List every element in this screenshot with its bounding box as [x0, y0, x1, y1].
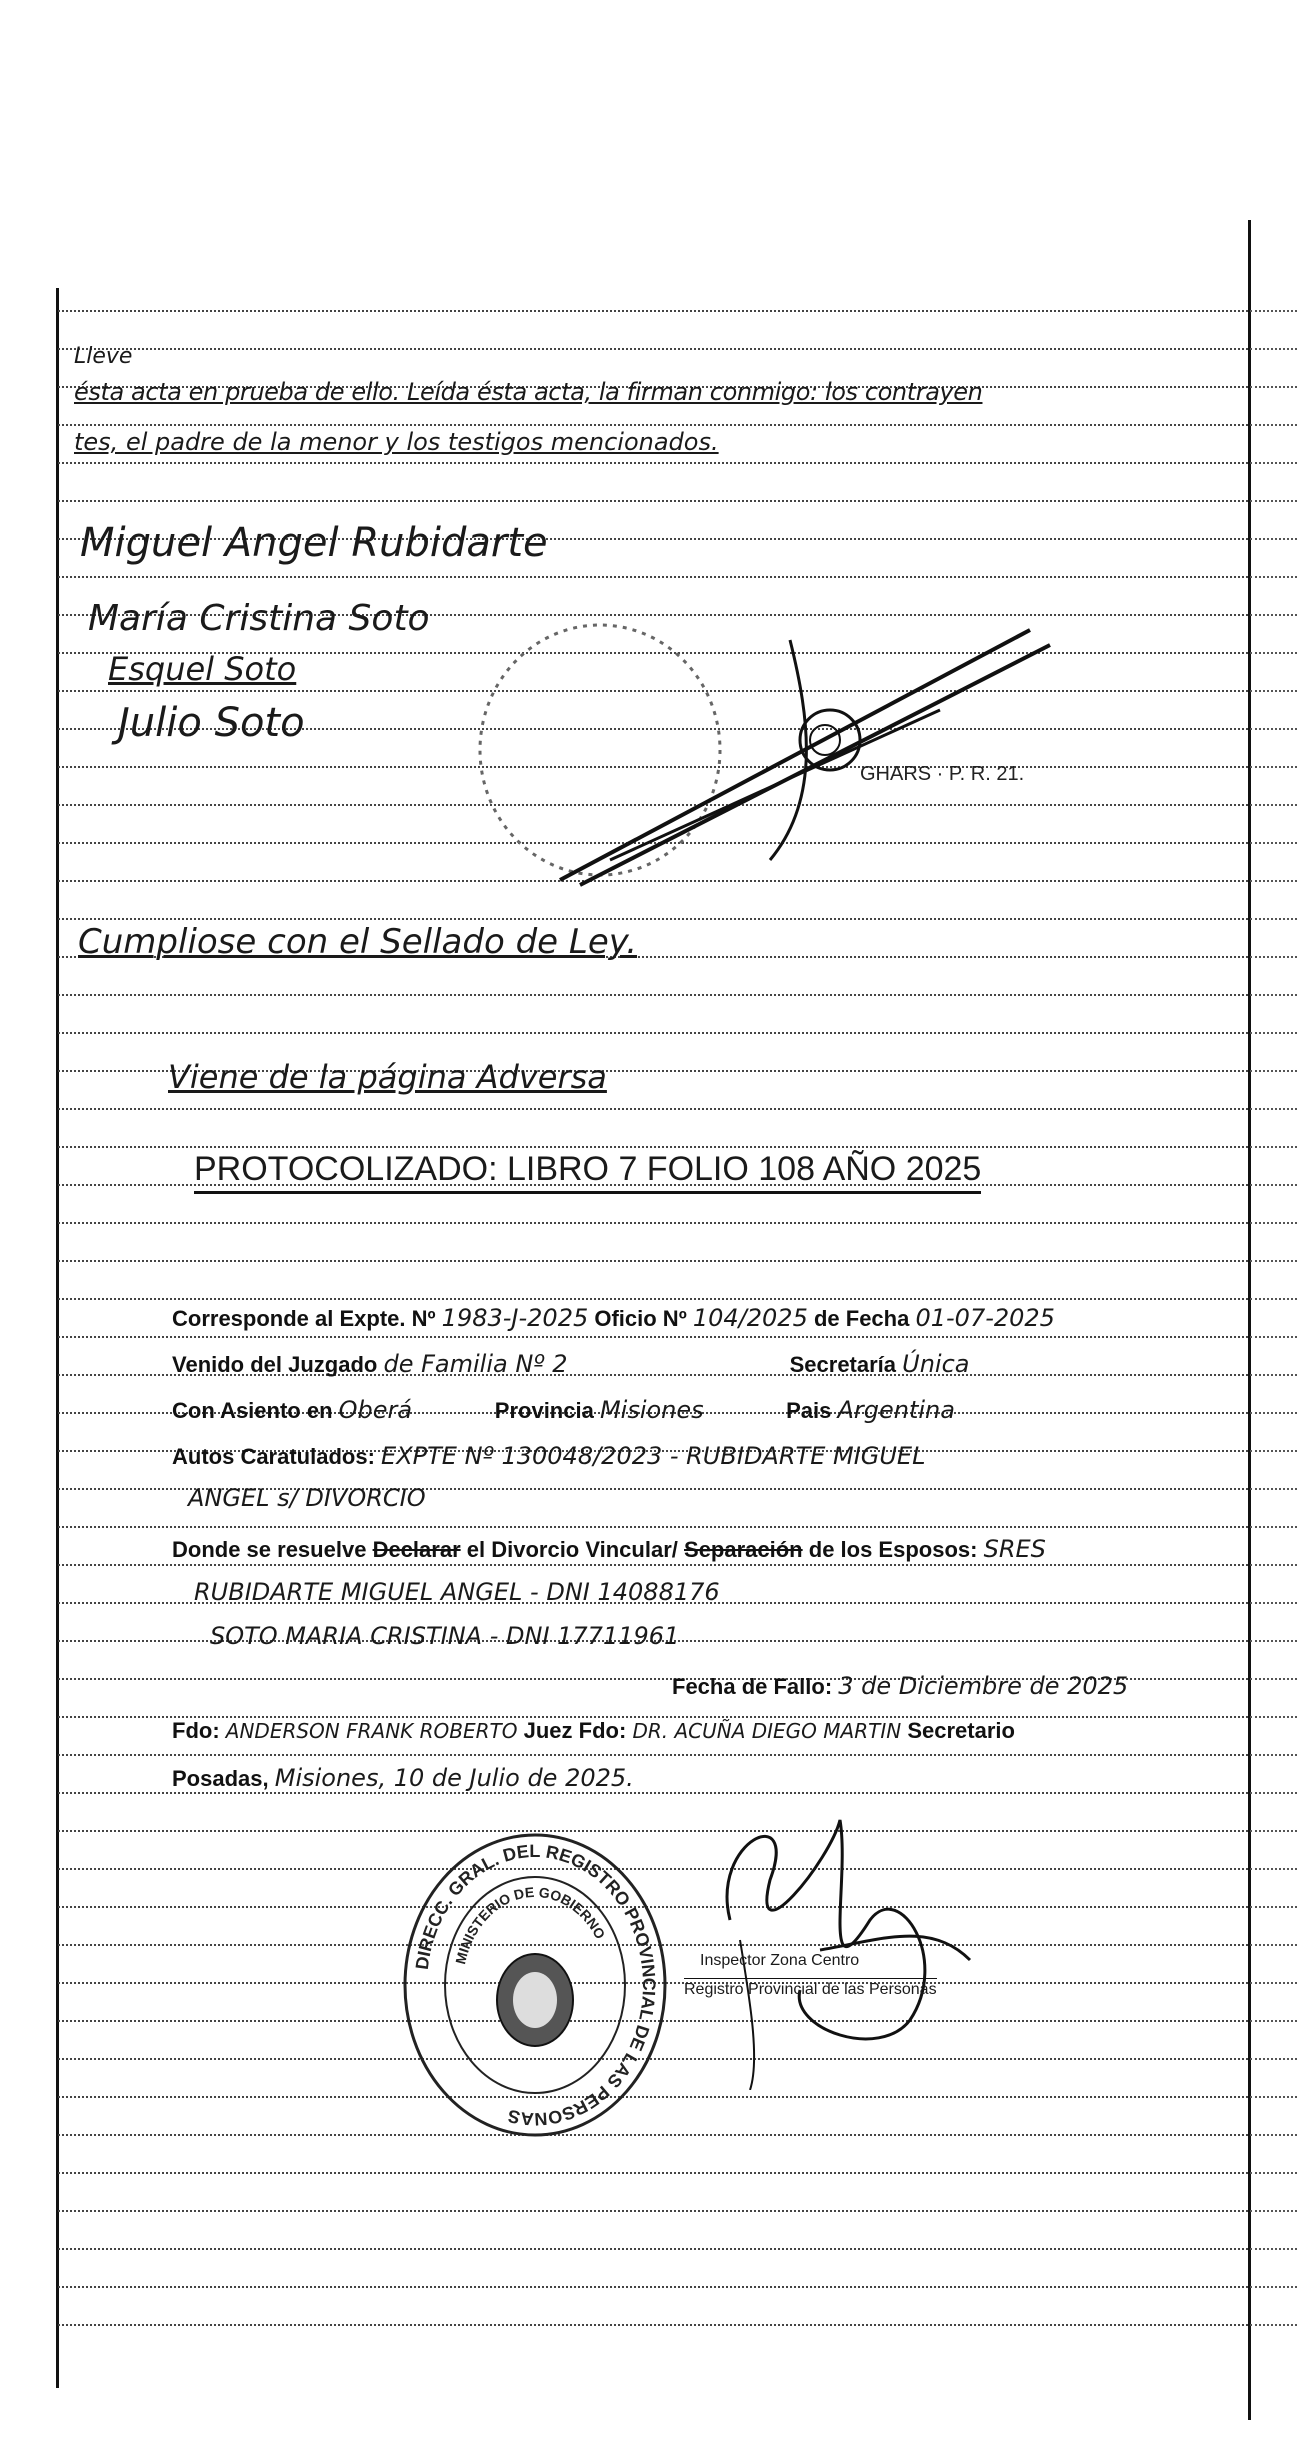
pais-label: Pais — [786, 1398, 832, 1423]
oficio-value: 104/2025 — [692, 1304, 808, 1332]
margin-ruled-line — [1250, 2324, 1297, 2326]
autos-value-1: EXPTE Nº 130048/2023 - RUBIDARTE MIGUEL — [381, 1442, 926, 1470]
margin-ruled-line — [1250, 576, 1297, 578]
margin-ruled-line — [1250, 1412, 1297, 1414]
secretaria-value: Única — [902, 1350, 970, 1378]
ruled-line — [58, 1032, 1248, 1034]
margin-ruled-line — [1250, 1564, 1297, 1566]
margin-ruled-line — [1250, 1716, 1297, 1718]
fecha-value: 01-07-2025 — [915, 1304, 1055, 1332]
juez-label: Juez — [523, 1718, 573, 1743]
asiento-label: Con Asiento en — [172, 1398, 333, 1423]
ruled-line — [58, 2248, 1248, 2250]
handwritten-line-2: ésta acta en prueba de ello. Leída ésta acta, la firman conmigo: los contrayen — [74, 378, 983, 406]
margin-ruled-line — [1250, 1678, 1297, 1680]
margin-ruled-line — [1250, 1374, 1297, 1376]
corresponde-row — [172, 1304, 1055, 1332]
right-margin-line — [1248, 220, 1251, 2420]
ruled-line — [58, 2172, 1248, 2174]
margin-ruled-line — [1250, 994, 1297, 996]
margin-ruled-line — [1250, 804, 1297, 806]
margin-ruled-line — [1250, 386, 1297, 388]
juez-name: ANDERSON FRANK ROBERTO — [225, 1719, 518, 1743]
ruled-line — [58, 1526, 1248, 1528]
fdo-label: Fdo: — [172, 1718, 220, 1743]
expte-value: 1983-J-2025 — [441, 1304, 589, 1332]
posadas-label: Posadas, — [172, 1766, 269, 1791]
margin-ruled-line — [1250, 1868, 1297, 1870]
officer-line-2: Registro Provincial de las Personas — [684, 1978, 937, 1999]
signature-2: María Cristina Soto — [88, 598, 430, 639]
ruled-line — [58, 348, 1248, 350]
margin-ruled-line — [1250, 1982, 1297, 1984]
protocolizado-line: PROTOCOLIZADO: LIBRO 7 FOLIO 108 AÑO 2025 — [194, 1150, 981, 1194]
ruled-line — [58, 2286, 1248, 2288]
margin-ruled-line — [1250, 652, 1297, 654]
margin-ruled-line — [1250, 2210, 1297, 2212]
secretario-name: DR. ACUÑA DIEGO MARTIN — [632, 1719, 902, 1743]
signature-4: Julio Soto — [118, 700, 305, 746]
ruled-line — [58, 2210, 1248, 2212]
margin-ruled-line — [1250, 1184, 1297, 1186]
handwritten-line-1: Lleve — [74, 344, 133, 369]
secretario-label: Secretario — [907, 1718, 1015, 1743]
margin-ruled-line — [1250, 2286, 1297, 2288]
margin-ruled-line — [1250, 956, 1297, 958]
ruled-line — [58, 1222, 1248, 1224]
margin-ruled-line — [1250, 1298, 1297, 1300]
oficio-label: Oficio Nº — [594, 1306, 687, 1331]
esposo-1: RUBIDARTE MIGUEL ANGEL - DNI 14088176 — [194, 1578, 720, 1606]
autos-value-2: ANGEL s/ DIVORCIO — [188, 1484, 426, 1512]
margin-ruled-line — [1250, 538, 1297, 540]
autos-row-2 — [188, 1484, 426, 1512]
sellado-note: Cumpliose con el Sellado de Ley. — [78, 922, 638, 962]
donde-middle: el Divorcio Vincular/ — [466, 1537, 678, 1562]
fdo-row — [172, 1718, 1015, 1744]
ruled-line — [58, 1792, 1248, 1794]
donde-suffix: de los Esposos: — [808, 1537, 978, 1562]
margin-ruled-line — [1250, 1070, 1297, 1072]
autos-row — [172, 1442, 925, 1470]
margin-ruled-line — [1250, 424, 1297, 426]
margin-ruled-line — [1250, 462, 1297, 464]
margin-ruled-line — [1250, 1526, 1297, 1528]
donde-struck-2: Separación — [684, 1537, 803, 1562]
corresponde-label: Corresponde al Expte. Nº — [172, 1306, 436, 1331]
margin-ruled-line — [1250, 1222, 1297, 1224]
ruled-line — [58, 1260, 1248, 1262]
donde-prefix: Donde se resuelve — [172, 1537, 367, 1562]
seal-inner-text: MINISTERIO DE GOBIERNO — [452, 1883, 609, 1966]
ruled-line — [58, 500, 1248, 502]
margin-ruled-line — [1250, 880, 1297, 882]
esposo-2: SOTO MARIA CRISTINA - DNI 17711961 — [210, 1622, 680, 1650]
margin-ruled-line — [1250, 918, 1297, 920]
provincia-label: Provincia — [494, 1398, 594, 1423]
margin-ruled-line — [1250, 1792, 1297, 1794]
viene-note: Viene de la página Adversa — [168, 1058, 607, 1096]
ruled-line — [58, 424, 1248, 426]
asiento-row — [172, 1396, 955, 1424]
signature-3: Esquel Soto — [108, 650, 297, 688]
signature-1: Miguel Angel Rubidarte — [80, 520, 548, 566]
fallo-label: Fecha de Fallo: — [672, 1674, 833, 1699]
margin-ruled-line — [1250, 348, 1297, 350]
margin-ruled-line — [1250, 1602, 1297, 1604]
officer-line-1: Inspector Zona Centro — [700, 1952, 860, 1969]
esposo-2-row — [210, 1622, 679, 1650]
secretaria-label: Secretaría — [789, 1352, 897, 1377]
margin-ruled-line — [1250, 1830, 1297, 1832]
left-margin-line — [56, 288, 59, 2388]
juzgado-value: de Familia Nº 2 — [383, 1350, 568, 1378]
ruled-line — [58, 1298, 1248, 1300]
margin-ruled-line — [1250, 1336, 1297, 1338]
margin-ruled-line — [1250, 1032, 1297, 1034]
margin-ruled-line — [1250, 728, 1297, 730]
margin-ruled-line — [1250, 1906, 1297, 1908]
ruled-line — [58, 1108, 1248, 1110]
fallo-row — [672, 1672, 1128, 1700]
margin-ruled-line — [1250, 1450, 1297, 1452]
margin-ruled-line — [1250, 1754, 1297, 1756]
ruled-line — [58, 1754, 1248, 1756]
margin-ruled-line — [1250, 2096, 1297, 2098]
venido-label: Venido del Juzgado — [172, 1352, 378, 1377]
margin-ruled-line — [1250, 1108, 1297, 1110]
fdo2-label: Fdo: — [578, 1718, 627, 1743]
ruled-line — [58, 1146, 1248, 1148]
donde-struck: Declarar — [372, 1537, 461, 1562]
esposos-value: SRES — [983, 1535, 1046, 1563]
asiento-value: Oberá — [338, 1396, 413, 1424]
margin-ruled-line — [1250, 1640, 1297, 1642]
esposo-1-row — [194, 1578, 720, 1606]
posadas-row — [172, 1764, 634, 1792]
margin-ruled-line — [1250, 2172, 1297, 2174]
margin-ruled-line — [1250, 2020, 1297, 2022]
margin-ruled-line — [1250, 2058, 1297, 2060]
margin-ruled-line — [1250, 500, 1297, 502]
official-seal — [400, 1830, 670, 2140]
ruled-line — [58, 1564, 1248, 1566]
fallo-value: 3 de Diciembre de 2025 — [838, 1672, 1129, 1700]
seal-ring-text: DIRECC. GRAL. DEL REGISTRO PROVINCIAL DE LAS PERSONAS — [411, 1840, 660, 2130]
margin-ruled-line — [1250, 1944, 1297, 1946]
margin-ruled-line — [1250, 1260, 1297, 1262]
upper-stamp-and-flourish — [470, 600, 1090, 920]
posadas-value: Misiones, 10 de Julio de 2025. — [274, 1764, 634, 1792]
margin-ruled-line — [1250, 1146, 1297, 1148]
venido-row — [172, 1350, 970, 1378]
upper-stamp-text: GHARS · P. R. 21. — [860, 763, 1025, 785]
margin-ruled-line — [1250, 1488, 1297, 1490]
margin-ruled-line — [1250, 842, 1297, 844]
ruled-line — [58, 310, 1248, 312]
margin-ruled-line — [1250, 766, 1297, 768]
provincia-value: Misiones — [599, 1396, 704, 1424]
fecha-label: de Fecha — [813, 1306, 910, 1331]
ruled-line — [58, 462, 1248, 464]
ruled-line — [58, 2324, 1248, 2326]
pais-value: Argentina — [837, 1396, 955, 1424]
handwritten-line-3: tes, el padre de la menor y los testigos mencionados. — [74, 428, 719, 456]
autos-label: Autos Caratulados: — [172, 1444, 375, 1469]
officer-signature — [670, 1800, 990, 2090]
ruled-line — [58, 994, 1248, 996]
margin-ruled-line — [1250, 690, 1297, 692]
margin-ruled-line — [1250, 614, 1297, 616]
margin-ruled-line — [1250, 310, 1297, 312]
donde-row — [172, 1535, 1046, 1563]
margin-ruled-line — [1250, 2134, 1297, 2136]
ruled-line — [58, 576, 1248, 578]
ruled-line — [58, 1336, 1248, 1338]
margin-ruled-line — [1250, 2248, 1297, 2250]
